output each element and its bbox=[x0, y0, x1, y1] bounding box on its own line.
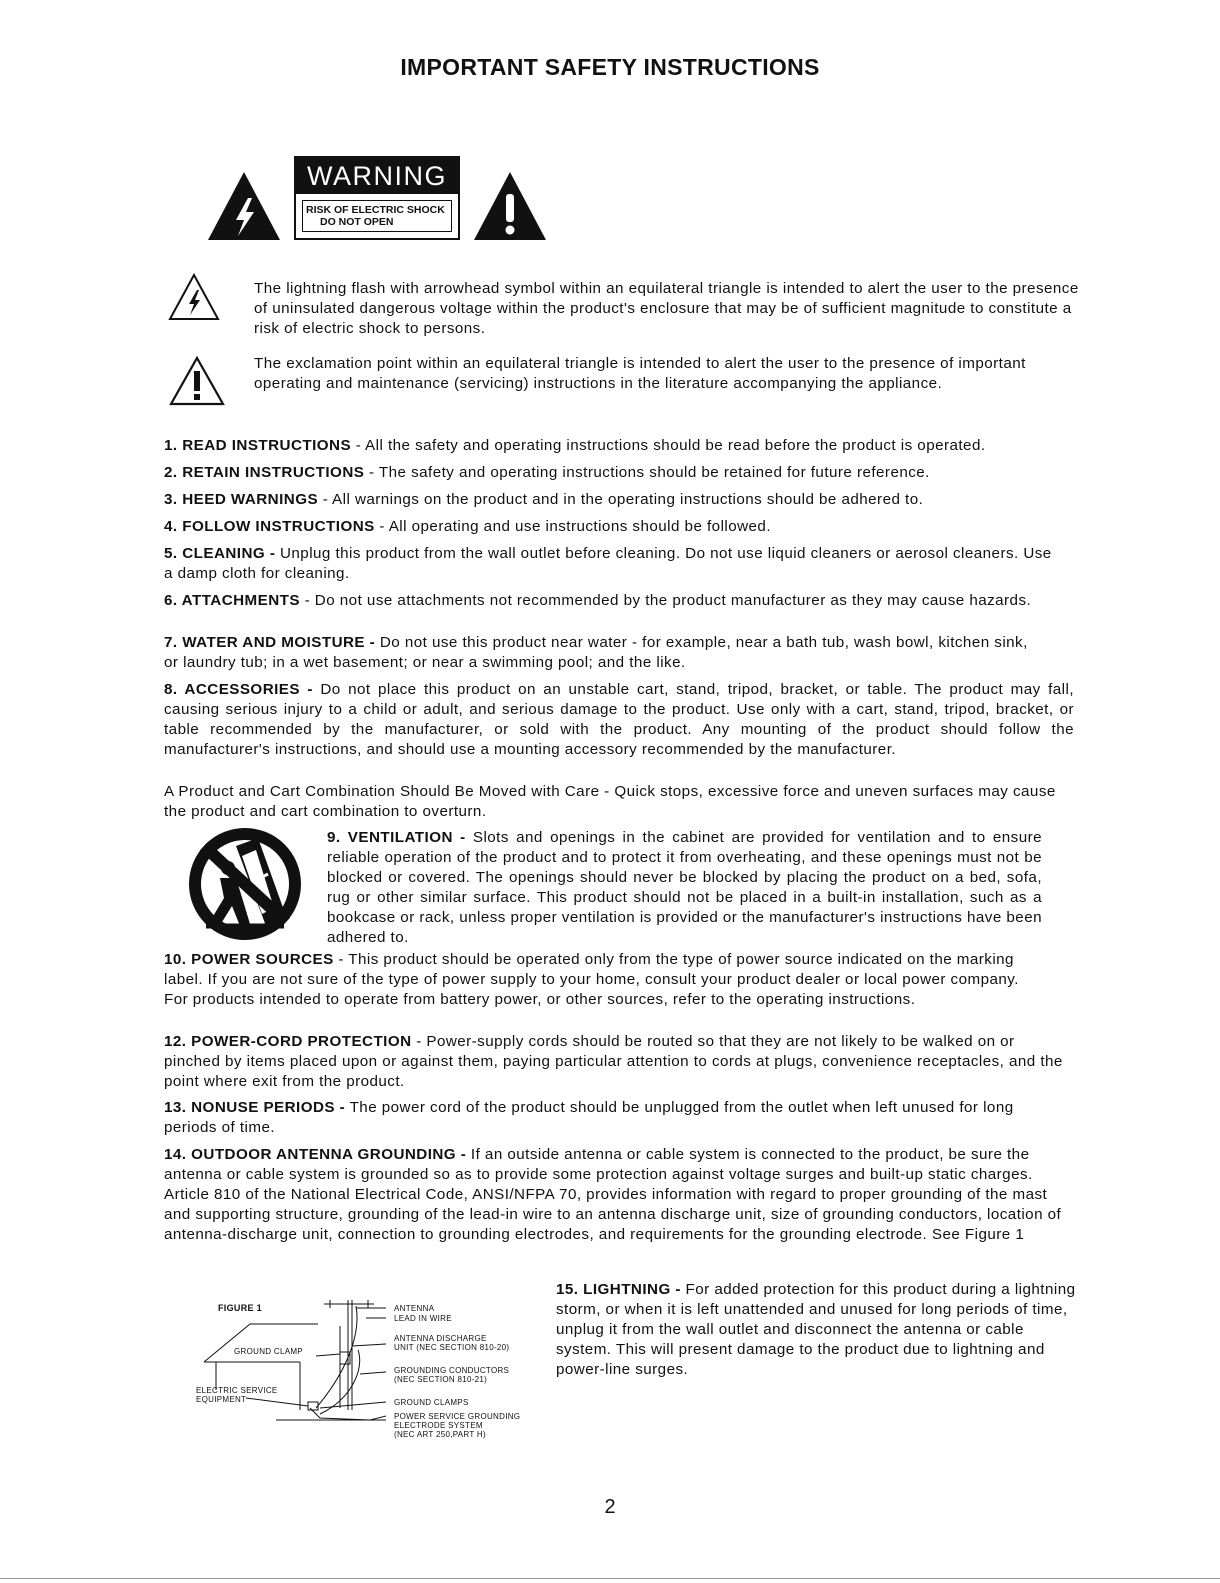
label-discharge-unit: ANTENNA DISCHARGE bbox=[394, 1334, 487, 1343]
label-grounding-conductors-nec: (NEC SECTION 810-21) bbox=[394, 1375, 488, 1384]
label-electrode-system-2: ELECTRODE SYSTEM bbox=[394, 1421, 483, 1430]
item-outdoor-antenna-grounding: 14. OUTDOOR ANTENNA GROUNDING - If an outside antenna or cable system is connected to the product, be sure the antenna or cable system is grounded so as to provide some protection against voltage surges and built-up static charges. Article 810 of the National Electrical Code, ANSI/NFPA 70, provides information with regard to proper grounding of the mast and supporting structure, grounding of the lead-in wire to an antenna discharge unit, size of grounding conductors, location of antenna-discharge unit, connection to grounding electrodes, and requirements for the grounding electrode. See Figure 1 bbox=[164, 1146, 1062, 1243]
label-electrode-system-nec: (NEC ART 250,PART H) bbox=[394, 1430, 486, 1439]
warning-heading: WARNING bbox=[296, 158, 458, 194]
cart-warning-text: A Product and Cart Combination Should Be Moved with Care - Quick stops, excessive force and uneven surfaces may cause the product and cart combination to overturn. bbox=[164, 783, 1056, 820]
item-follow-instructions: 4. FOLLOW INSTRUCTIONS - All operating and use instructions should be followed. bbox=[164, 518, 772, 535]
item-nonuse-periods: 13. NONUSE PERIODS - The power cord of the product should be unplugged from the outlet when left unused for long periods of time. bbox=[164, 1099, 1014, 1136]
warning-line-2: DO NOT OPEN bbox=[320, 216, 394, 228]
lightning-warning-icon bbox=[206, 170, 282, 242]
item-retain-instructions: 2. RETAIN INSTRUCTIONS - The safety and operating instructions should be retained for future reference. bbox=[164, 464, 930, 481]
item-power-cord-protection: 12. POWER-CORD PROTECTION - Power-supply cords should be routed so that they are not likely to be walked on or pinched by items placed upon or against them, paying particular attention to cords at plugs, convenience receptacles, and the point where exit from the product. bbox=[164, 1033, 1063, 1090]
item-cleaning: 5. CLEANING - Unplug this product from the wall outlet before cleaning. Do not use liquid cleaners or aerosol cleaners. Use a damp cloth for cleaning. bbox=[164, 545, 1052, 582]
exclamation-warning-icon bbox=[472, 170, 548, 242]
figure-title: FIGURE 1 bbox=[218, 1303, 262, 1313]
item-ventilation: 9. VENTILATION - Slots and openings in the cabinet are provided for ventilation and to ensure reliable operation of the product and to protect it from overheating, and these openings must not be blocked or covered. The openings should never be blocked by placing the product on a bed, sofa, rug or other similar surface. This product should not be placed in a built-in installation, such as a bookcase or rack, unless proper ventilation is provided or the manufacturer's instructions have been adhered to. bbox=[327, 829, 1043, 946]
warning-line-1: RISK OF ELECTRIC SHOCK bbox=[306, 204, 445, 216]
label-antenna: ANTENNA bbox=[394, 1304, 435, 1313]
page-number: 2 bbox=[604, 1496, 616, 1518]
item-read-instructions: 1. READ INSTRUCTIONS - All the safety and operating instructions should be read before the product is operated. bbox=[164, 437, 986, 454]
item-power-sources: 10. POWER SOURCES - This product should be operated only from the type of power source indicated on the marking label. If you are not sure of the type of power supply to your home, consult your product dealer or local power company. For products intended to operate from battery power, or other sources, refer to the operating instructions. bbox=[164, 951, 1019, 1008]
cart-tip-over-icon bbox=[186, 826, 304, 942]
label-electrode-system: POWER SERVICE GROUNDING bbox=[394, 1412, 521, 1421]
lightning-triangle-icon bbox=[168, 272, 220, 322]
label-lead-in-wire: LEAD IN WIRE bbox=[394, 1314, 452, 1323]
item-accessories: 8. ACCESSORIES - Do not place this product on an unstable cart, stand, tripod, bracket, or table. The product may fall, causing serious injury to a child or adult, and serious damage to the product. Use only with a cart, stand, tripod, bracket, or table recommended by the manufacturer, or sold with the product. Any mounting of the product should follow the manufacturer's instructions, and should use a mounting accessory recommended by the manufacturer. bbox=[164, 681, 1074, 758]
lightning-symbol-text: The lightning flash with arrowhead symbol within an equilateral triangle is intended to alert the user to the presence of uninsulated dangerous voltage within the product's enclosure that may be of sufficient magnitude to constitute a risk of electric shock to persons. bbox=[254, 280, 1079, 337]
item-water-and-moisture: 7. WATER AND MOISTURE - Do not use this product near water - for example, near a bath tub, wash bowl, kitchen sink, or laundry tub; in a wet basement; or near a swimming pool; and the like. bbox=[164, 634, 1028, 671]
item-lightning: 15. LIGHTNING - For added protection for this product during a lightning storm, or when it is left unattended and unused for long periods of time, unplug it from the wall outlet and disconnect the antenna or cable system. This will present damage to the product due to lightning and power-line surges. bbox=[556, 1281, 1076, 1378]
figure-1-antenna-grounding bbox=[190, 1290, 540, 1450]
item-heed-warnings: 3. HEED WARNINGS - All warnings on the product and in the operating instructions should be adhered to. bbox=[164, 491, 924, 508]
label-grounding-conductors: GROUNDING CONDUCTORS bbox=[394, 1366, 510, 1375]
label-electric-service: ELECTRIC SERVICE bbox=[196, 1386, 278, 1395]
page-title: IMPORTANT SAFETY INSTRUCTIONS bbox=[400, 54, 820, 80]
item-attachments: 6. ATTACHMENTS - Do not use attachments not recommended by the product manufacturer as they may cause hazards. bbox=[164, 592, 1032, 609]
warning-label bbox=[294, 156, 460, 240]
label-discharge-unit-nec: UNIT (NEC SECTION 810-20) bbox=[394, 1343, 510, 1352]
bottom-rule bbox=[0, 1578, 1220, 1579]
exclamation-triangle-icon bbox=[168, 355, 226, 407]
label-ground-clamps: GROUND CLAMPS bbox=[394, 1398, 469, 1407]
label-ground-clamp: GROUND CLAMP bbox=[234, 1347, 303, 1356]
label-electric-service-equipment: EQUIPMENT bbox=[196, 1395, 247, 1404]
exclamation-symbol-text: The exclamation point within an equilateral triangle is intended to alert the user to the presence of important operating and maintenance (servicing) instructions in the literature accompanying the appliance. bbox=[254, 355, 1026, 392]
